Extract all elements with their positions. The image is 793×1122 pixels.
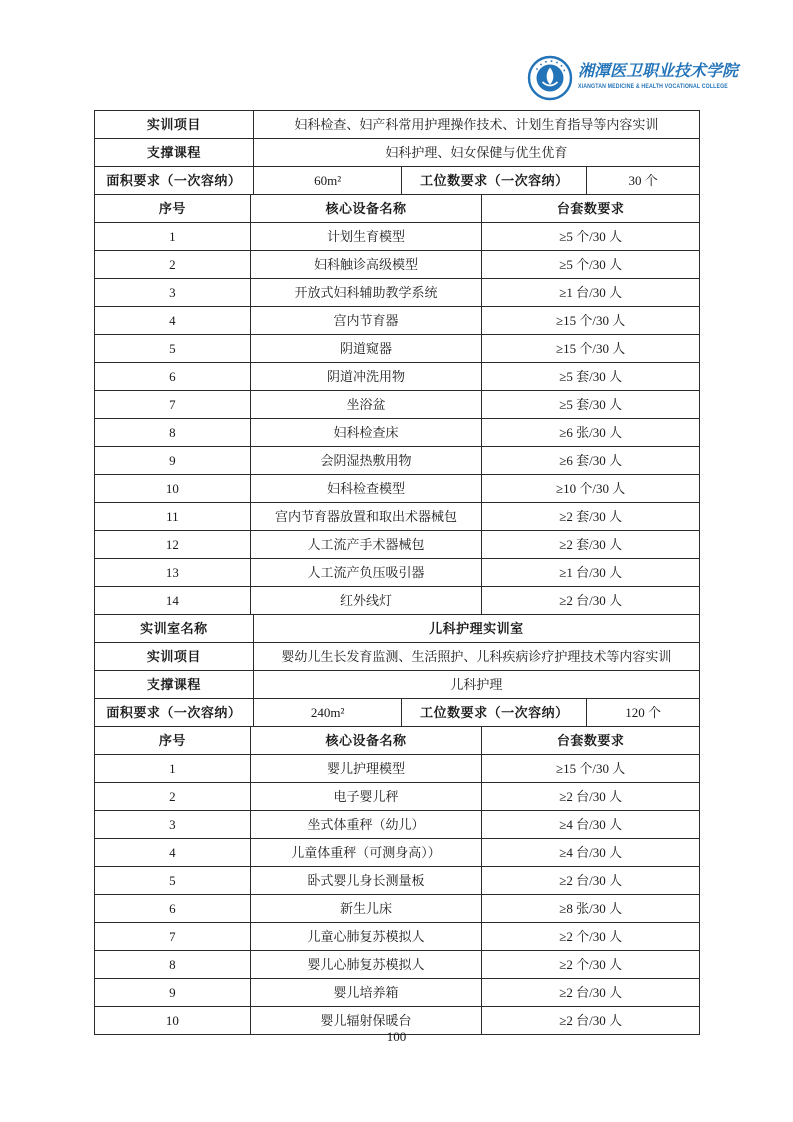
column-header-qty: 台套数要求 (482, 195, 700, 223)
course-label: 支撑课程 (95, 139, 254, 167)
college-logo-icon (527, 55, 573, 101)
equipment-qty: ≥5 套/30 人 (482, 363, 700, 391)
equipment-no: 9 (95, 447, 251, 475)
equipment-qty: ≥5 个/30 人 (482, 251, 700, 279)
equipment-qty: ≥2 台/30 人 (482, 979, 700, 1007)
column-header-device: 核心设备名称 (251, 727, 483, 755)
table-row-course (95, 671, 700, 699)
facilities-table (94, 110, 700, 1035)
project-value: 妇科检查、妇产科常用护理操作技术、计划生育指导等内容实训 (254, 111, 700, 139)
course-value: 妇科护理、妇女保健与优生优育 (254, 139, 700, 167)
equipment-no: 2 (95, 251, 251, 279)
equipment-qty: ≥15 个/30 人 (482, 755, 700, 783)
equipment-name: 儿童心肺复苏模拟人 (251, 923, 483, 951)
equipment-row (95, 475, 700, 503)
equipment-row (95, 307, 700, 335)
equipment-row (95, 979, 700, 1007)
equipment-row (95, 391, 700, 419)
equipment-rows-section2 (95, 755, 700, 1035)
equipment-row (95, 587, 700, 615)
equipment-no: 4 (95, 839, 251, 867)
equipment-no: 7 (95, 923, 251, 951)
equipment-name: 宫内节育器 (251, 307, 483, 335)
equipment-row (95, 951, 700, 979)
equipment-name: 婴儿辐射保暖台 (251, 1007, 483, 1035)
equipment-qty: ≥2 个/30 人 (482, 951, 700, 979)
equipment-name: 计划生育模型 (251, 223, 483, 251)
equipment-no: 11 (95, 503, 251, 531)
equipment-no: 9 (95, 979, 251, 1007)
document-header (0, 0, 793, 108)
equipment-qty: ≥6 张/30 人 (482, 419, 700, 447)
equipment-no: 13 (95, 559, 251, 587)
equipment-row (95, 447, 700, 475)
equipment-row (95, 755, 700, 783)
equipment-name: 人工流产手术器械包 (251, 531, 483, 559)
equipment-row (95, 839, 700, 867)
equipment-row (95, 503, 700, 531)
table-header-row (95, 195, 700, 223)
area-value: 240m² (254, 699, 403, 727)
equipment-row (95, 363, 700, 391)
equipment-name: 妇科检查床 (251, 419, 483, 447)
area-value: 60m² (254, 167, 403, 195)
equipment-qty: ≥2 个/30 人 (482, 923, 700, 951)
equipment-name: 儿童体重秤（可测身高）） (251, 839, 483, 867)
room-label: 实训室名称 (95, 615, 254, 643)
equipment-no: 3 (95, 279, 251, 307)
equipment-qty: ≥5 套/30 人 (482, 391, 700, 419)
equipment-no: 10 (95, 1007, 251, 1035)
equipment-qty: ≥4 台/30 人 (482, 811, 700, 839)
equipment-qty: ≥2 台/30 人 (482, 783, 700, 811)
equipment-no: 2 (95, 783, 251, 811)
equipment-row (95, 559, 700, 587)
table-row-room (95, 615, 700, 643)
equipment-no: 12 (95, 531, 251, 559)
college-name-zh: 湘潭医卫职业技术学院 (578, 63, 739, 81)
column-header-no: 序号 (95, 195, 251, 223)
stations-value: 30 个 (587, 167, 700, 195)
equipment-no: 4 (95, 307, 251, 335)
course-label: 支撑课程 (95, 671, 254, 699)
equipment-name: 卧式婴儿身长测量板 (251, 867, 483, 895)
equipment-row (95, 279, 700, 307)
equipment-no: 3 (95, 811, 251, 839)
area-label: 面积要求（一次容纳） (95, 167, 254, 195)
equipment-name: 宫内节育器放置和取出术器械包 (251, 503, 483, 531)
course-value: 儿科护理 (254, 671, 700, 699)
equipment-name: 电子婴儿秤 (251, 783, 483, 811)
table-row-area (95, 699, 700, 727)
equipment-qty: ≥2 台/30 人 (482, 1007, 700, 1035)
equipment-qty: ≥5 个/30 人 (482, 223, 700, 251)
column-header-no: 序号 (95, 727, 251, 755)
equipment-no: 14 (95, 587, 251, 615)
equipment-rows-section1 (95, 223, 700, 615)
equipment-qty: ≥4 台/30 人 (482, 839, 700, 867)
equipment-row (95, 335, 700, 363)
equipment-name: 会阴湿热敷用物 (251, 447, 483, 475)
room-value: 儿科护理实训室 (254, 615, 700, 643)
equipment-no: 8 (95, 951, 251, 979)
column-header-device: 核心设备名称 (251, 195, 483, 223)
stations-label: 工位数要求（一次容纳） (402, 167, 587, 195)
equipment-name: 阴道窥器 (251, 335, 483, 363)
equipment-row (95, 867, 700, 895)
equipment-no: 7 (95, 391, 251, 419)
equipment-qty: ≥15 个/30 人 (482, 307, 700, 335)
equipment-no: 10 (95, 475, 251, 503)
equipment-row (95, 223, 700, 251)
equipment-qty: ≥15 个/30 人 (482, 335, 700, 363)
equipment-name: 坐浴盆 (251, 391, 483, 419)
equipment-qty: ≥1 台/30 人 (482, 279, 700, 307)
equipment-row (95, 251, 700, 279)
equipment-name: 开放式妇科辅助教学系统 (251, 279, 483, 307)
equipment-name: 妇科检查模型 (251, 475, 483, 503)
equipment-name: 阴道冲洗用物 (251, 363, 483, 391)
equipment-row (95, 923, 700, 951)
table-row-course (95, 139, 700, 167)
equipment-row (95, 895, 700, 923)
project-label: 实训项目 (95, 643, 254, 671)
college-logo-text (578, 64, 793, 92)
equipment-no: 5 (95, 335, 251, 363)
equipment-name: 新生儿床 (251, 895, 483, 923)
equipment-qty: ≥2 套/30 人 (482, 531, 700, 559)
equipment-qty: ≥2 套/30 人 (482, 503, 700, 531)
stations-value: 120 个 (587, 699, 700, 727)
table-row-area (95, 167, 700, 195)
college-logo (527, 55, 793, 101)
equipment-no: 8 (95, 419, 251, 447)
equipment-qty: ≥2 台/30 人 (482, 867, 700, 895)
equipment-no: 6 (95, 895, 251, 923)
equipment-qty: ≥10 个/30 人 (482, 475, 700, 503)
page-number: 100 (386, 1029, 407, 1044)
equipment-name: 婴儿培养箱 (251, 979, 483, 1007)
table-row-project (95, 643, 700, 671)
stations-label: 工位数要求（一次容纳） (402, 699, 587, 727)
equipment-row (95, 811, 700, 839)
equipment-row (95, 419, 700, 447)
equipment-qty: ≥8 张/30 人 (482, 895, 700, 923)
equipment-name: 婴儿心肺复苏模拟人 (251, 951, 483, 979)
table-row-project (95, 111, 700, 139)
equipment-no: 5 (95, 867, 251, 895)
area-label: 面积要求（一次容纳） (95, 699, 254, 727)
college-name-en: XIANGTAN MEDICINE & HEALTH VOCATIONAL COLLEGE (578, 83, 728, 90)
equipment-qty: ≥1 台/30 人 (482, 559, 700, 587)
project-label: 实训项目 (95, 111, 254, 139)
equipment-row (95, 531, 700, 559)
column-header-qty: 台套数要求 (482, 727, 700, 755)
table-header-row (95, 727, 700, 755)
equipment-name: 婴儿护理模型 (251, 755, 483, 783)
equipment-name: 坐式体重秤（幼儿） (251, 811, 483, 839)
equipment-row (95, 783, 700, 811)
equipment-name: 妇科触诊高级模型 (251, 251, 483, 279)
project-value: 婴幼儿生长发育监测、生活照护、儿科疾病诊疗护理技术等内容实训 (254, 643, 700, 671)
equipment-name: 红外线灯 (251, 587, 483, 615)
equipment-no: 6 (95, 363, 251, 391)
equipment-name: 人工流产负压吸引器 (251, 559, 483, 587)
equipment-qty: ≥2 台/30 人 (482, 587, 700, 615)
equipment-no: 1 (95, 223, 251, 251)
equipment-qty: ≥6 套/30 人 (482, 447, 700, 475)
equipment-no: 1 (95, 755, 251, 783)
